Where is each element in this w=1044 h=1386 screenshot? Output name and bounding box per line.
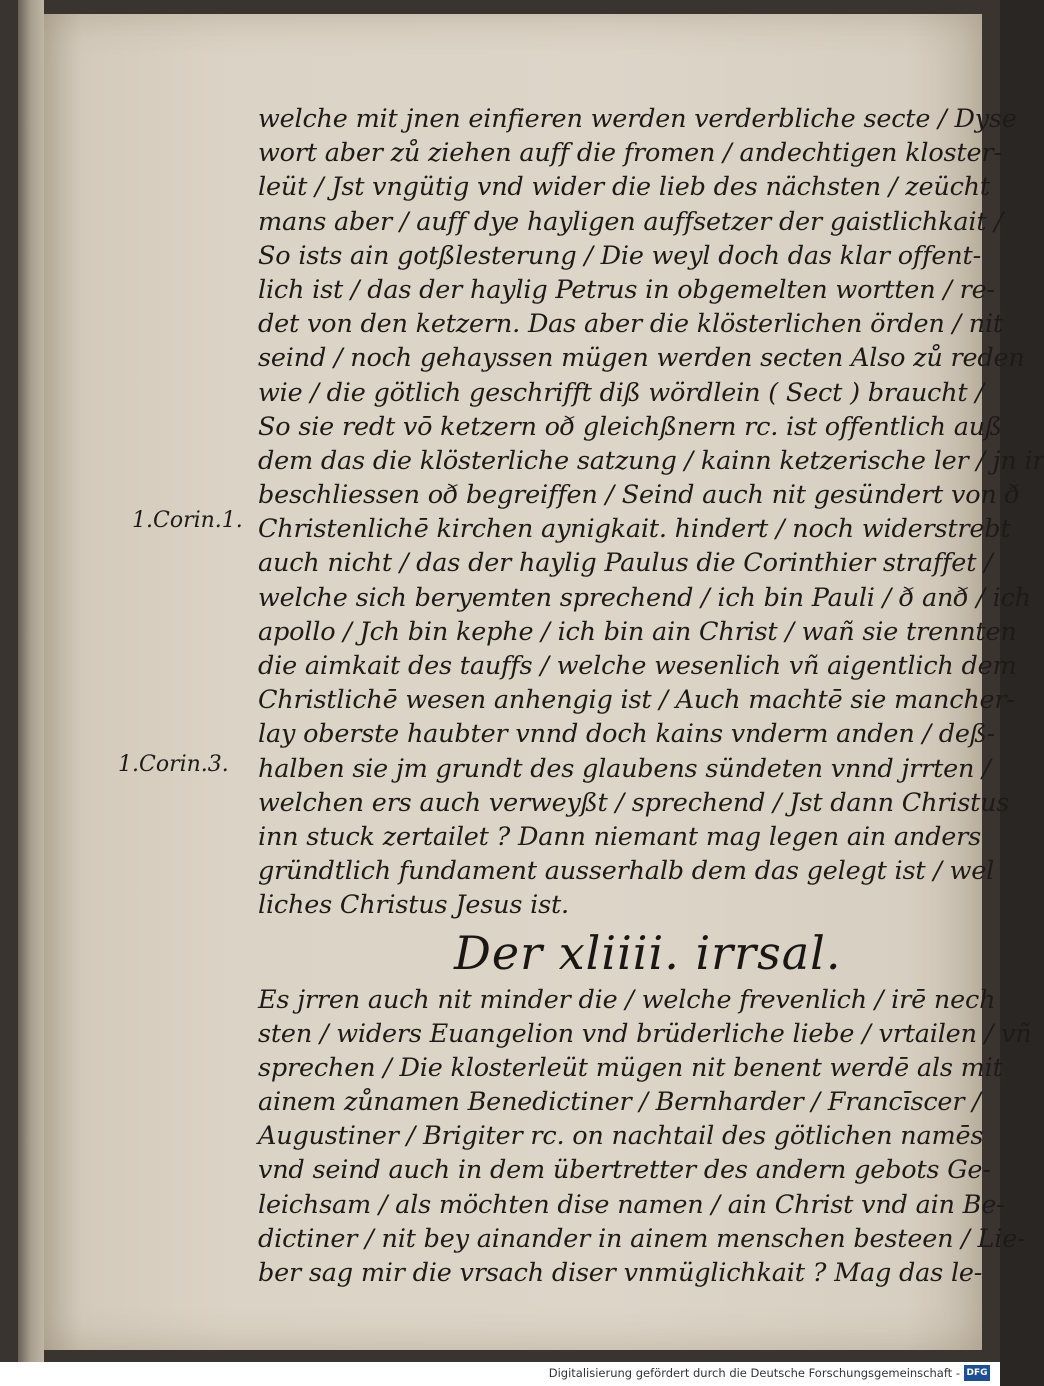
margin-note-corinthians-1: 1.Corin.1. [132,508,243,533]
page-edge [18,0,44,1362]
text-line: apollo / Jch bin kephe / ich bin ain Christ / wañ sie trennten [258,616,1017,647]
text-line: liches Christus Jesus ist. [258,890,569,921]
text-line: So ists ain gotßlesterung / Die weyl doch das klar offent- [258,240,981,271]
text-line: sten / widers Euangelion vnd brüderliche liebe / vrtailen / vñ [258,1018,1032,1049]
chapter-heading: Der xliiii. irrsal. [454,925,842,980]
text-line: dictiner / nit bey ainander in ainem menschen besteen / Lie- [258,1223,1026,1254]
text-line: inn stuck zertailet ? Dann niemant mag legen ain anders [258,821,982,852]
text-line: dem das die klösterliche satzung / kainn ketzerische ler / jn ir [258,445,1044,476]
margin-note-corinthians-3: 1.Corin.3. [118,752,229,777]
footer-bar [0,1362,1000,1386]
text-line: ainem zůnamen Benedictiner / Bernharder / Francīscer / [258,1087,981,1118]
text-line: seind / noch gehayssen mügen werden secten Also zů reden [258,343,1025,374]
footer-credit: Digitalisierung gefördert durch die Deutsche Forschungsgemeinschaft - [548,1366,960,1380]
text-line: leichsam / als möchten dise namen / ain Christ vnd ain Be- [258,1189,1005,1220]
text-line: mans aber / auff dye hayligen auffsetzer der gaistlichkait / [258,206,1003,237]
text-line: auch nicht / das der haylig Paulus die Corinthier straffet / [258,548,993,579]
text-line: So sie redt vō ketzern oð gleichßnern rc. ist offentlich auß [258,411,1002,442]
text-line: welche mit jnen einfieren werden verderbliche secte / Dyse [258,104,1017,134]
text-line: wort aber zů ziehen auff die fromen / andechtigen kloster- [258,138,1002,169]
text-line: lich ist / das der haylig Petrus in obgemelten wortten / re- [258,274,995,305]
text-line: Es jrren auch nit minder die / welche frevenlich / irē nech [258,984,996,1015]
text-line: lay oberste haubter vnnd doch kains vnderm anden / deß- [258,719,996,750]
text-line: sprechen / Die klosterleüt mügen nit benent werdē als mit [258,1052,1003,1083]
dfg-logo-icon: DFG [964,1365,990,1381]
text-line: die aimkait des tauffs / welche wesenlich vñ aigentlich dem [258,651,1017,681]
text-line: halben sie jm grundt des glaubens sündeten vnnd jrrten / [258,753,991,784]
text-line: wie / die götlich geschrifft diß wördlein ( Sect ) braucht / [258,377,984,408]
text-line: Augustiner / Brigiter rc. on nachtail des götlichen namēs [258,1121,984,1152]
text-line: leüt / Jst vngütig vnd wider die lieb des nächsten / zeücht [258,172,990,203]
body-text [258,102,1044,1290]
text-line: Christlichē wesen anhengig ist / Auch machtē sie mancher- [258,685,1015,716]
text-line: beschliessen oð begreiffen / Seind auch nit gesündert von ð [258,480,1020,511]
text-line: det von den ketzern. Das aber die klösterlichen örden / nit [258,309,1003,340]
text-line: ber sag mir die vrsach diser vnmüglichkait ? Mag das le- [258,1258,983,1288]
text-line: Christenlichē kirchen aynigkait. hindert / noch widerstrebt [258,514,1011,545]
text-line: vnd seind auch in dem übertretter des andern gebots Ge- [258,1155,991,1186]
text-line: welche sich beryemten sprechend / ich bin Pauli / ð anð / ich [258,582,1031,613]
text-line: gründtlich fundament ausserhalb dem das gelegt ist / wel [258,856,995,887]
text-line: welchen ers auch verweyßt / sprechend / Jst dann Christus [258,787,1010,818]
